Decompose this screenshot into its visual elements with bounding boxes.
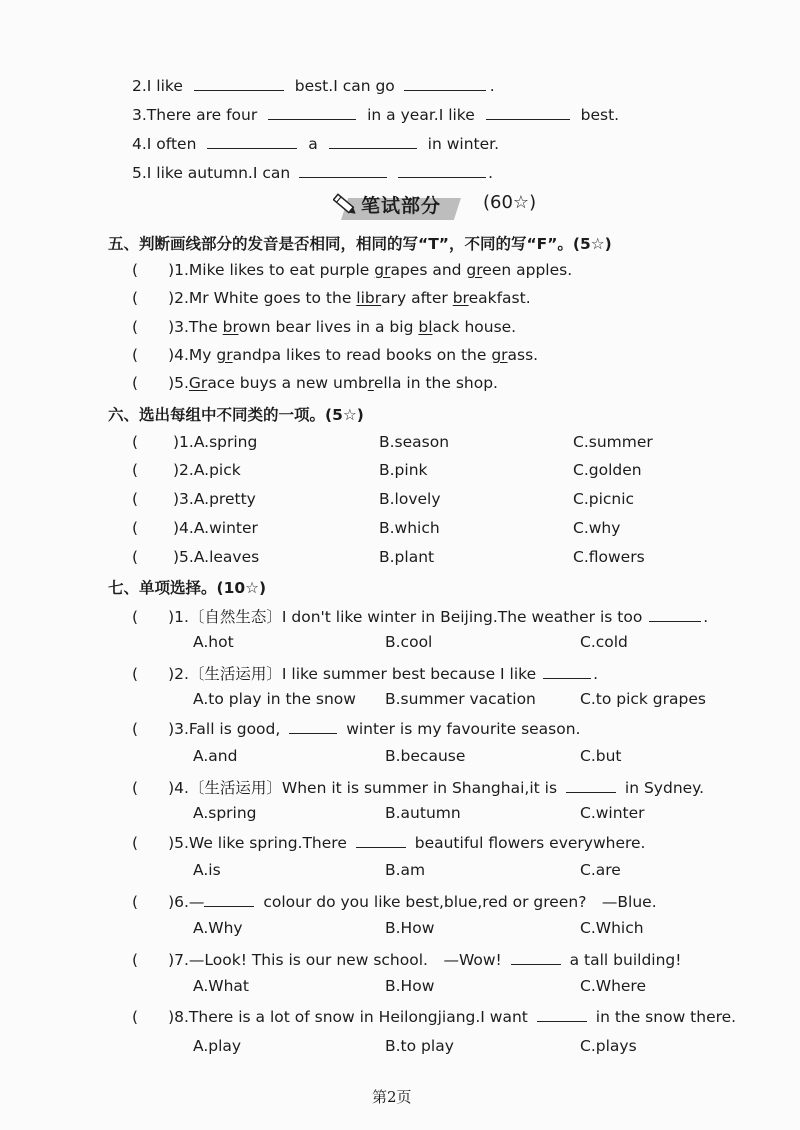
option-b: B.summer vacation bbox=[385, 690, 536, 708]
fill-question-2 bbox=[132, 76, 495, 95]
q4-blank-1[interactable] bbox=[207, 134, 297, 149]
option-c: C.plays bbox=[580, 1037, 637, 1055]
option-b: B.cool bbox=[385, 633, 433, 651]
stem-text: in the snow there. bbox=[595, 1008, 737, 1026]
item-text: een apples. bbox=[482, 261, 573, 279]
list-item bbox=[132, 374, 498, 392]
option-b: B.plant bbox=[379, 548, 435, 566]
option-c: C.summer bbox=[573, 433, 653, 451]
q4-blank-2[interactable] bbox=[329, 134, 417, 149]
option-a: A.to play in the snow bbox=[193, 690, 356, 708]
stem-text: )5.We like spring.There bbox=[168, 834, 347, 852]
question-stem bbox=[132, 890, 657, 912]
underlined-part: bl bbox=[418, 318, 433, 336]
item-text: 1.Mike likes to eat purple bbox=[174, 261, 375, 279]
q4-text-2: a bbox=[308, 135, 318, 153]
stem-blank[interactable] bbox=[289, 719, 337, 734]
fill-question-5 bbox=[132, 163, 493, 182]
underlined-part: gr bbox=[216, 346, 233, 364]
section-banner bbox=[333, 190, 473, 220]
section-7-title: 七、单项选择。(10☆) bbox=[108, 579, 267, 597]
item-text: own bear lives in a big bbox=[238, 318, 419, 336]
option-a: A.play bbox=[193, 1037, 242, 1055]
banner-score: (60☆) bbox=[483, 192, 537, 213]
pencil-icon bbox=[333, 190, 359, 220]
stem-text: beautiful flowers everywhere. bbox=[414, 834, 646, 852]
item-text: 5. bbox=[174, 374, 189, 392]
option-a: )1.A.spring bbox=[173, 433, 258, 451]
q2-blank-1[interactable] bbox=[194, 76, 284, 91]
option-c: C.Where bbox=[580, 977, 647, 995]
answer-paren-open[interactable]: ( bbox=[132, 318, 139, 336]
answer-paren-open[interactable]: ( bbox=[132, 261, 139, 279]
fill-question-3 bbox=[132, 105, 619, 124]
answer-paren-open[interactable]: ( bbox=[132, 346, 139, 364]
stem-text: )4.〔生活运用〕When it is summer in Shanghai,it is bbox=[168, 779, 558, 797]
item-text: 4.My bbox=[174, 346, 217, 364]
option-b: B.How bbox=[385, 919, 435, 937]
item-text: apes and bbox=[390, 261, 467, 279]
stem-text: winter is my favourite season. bbox=[346, 720, 581, 738]
option-c: C.golden bbox=[573, 461, 642, 479]
question-stem bbox=[132, 1007, 736, 1026]
fill-question-4 bbox=[132, 134, 499, 153]
q5-text-2: . bbox=[488, 164, 494, 182]
option-c: C.Which bbox=[580, 919, 644, 937]
item-text: 3.The bbox=[174, 318, 223, 336]
page-number: 第2页 bbox=[372, 1088, 412, 1106]
option-c: C.picnic bbox=[573, 490, 635, 508]
answer-paren-close: ) bbox=[168, 318, 175, 336]
underlined-part: gr bbox=[466, 261, 483, 279]
q3-text-2: in a year.I like bbox=[367, 106, 475, 124]
answer-paren-open[interactable]: ( bbox=[132, 374, 139, 392]
stem-text: )1.〔自然生态〕I don't like winter in Beijing.The weather is too bbox=[168, 608, 643, 626]
stem-blank[interactable] bbox=[356, 833, 406, 848]
option-a: A.What bbox=[193, 977, 249, 995]
section-5-title: 五、判断画线部分的发音是否相同，相同的写“T”，不同的写“F”。(5☆) bbox=[108, 235, 612, 253]
question-stem bbox=[132, 776, 704, 798]
option-b: B.lovely bbox=[379, 490, 441, 508]
underlined-part: gr bbox=[491, 346, 508, 364]
stem-text: a tall building! bbox=[569, 951, 682, 969]
option-c: C.why bbox=[573, 519, 621, 537]
answer-paren[interactable]: ( bbox=[132, 608, 139, 626]
option-b: B.How bbox=[385, 977, 435, 995]
stem-text: )6.— bbox=[168, 893, 205, 911]
option-b: B.which bbox=[379, 519, 440, 537]
q2-text-3: . bbox=[489, 77, 495, 95]
option-a: )5.A.leaves bbox=[173, 548, 260, 566]
stem-blank[interactable] bbox=[566, 778, 616, 793]
answer-paren[interactable]: ( bbox=[132, 834, 139, 852]
question-stem bbox=[132, 833, 646, 852]
q3-blank-2[interactable] bbox=[486, 105, 570, 120]
stem-blank[interactable] bbox=[204, 892, 254, 907]
option-c: C.flowers bbox=[573, 548, 645, 566]
underlined-part: r bbox=[367, 374, 374, 392]
answer-paren[interactable]: ( bbox=[132, 720, 139, 738]
banner-title: 笔试部分 bbox=[361, 195, 442, 217]
answer-paren-close: ) bbox=[168, 346, 175, 364]
list-item bbox=[132, 261, 572, 279]
answer-paren[interactable]: ( bbox=[132, 779, 139, 797]
answer-paren-close: ) bbox=[168, 374, 175, 392]
list-item bbox=[132, 318, 516, 336]
answer-paren[interactable]: ( bbox=[132, 519, 139, 537]
item-text: 2.Mr White goes to the bbox=[174, 289, 357, 307]
option-b: B.am bbox=[385, 861, 426, 879]
question-stem bbox=[132, 605, 708, 627]
q5-blank-1[interactable] bbox=[299, 163, 387, 178]
answer-paren-close: ) bbox=[168, 289, 175, 307]
option-b: B.to play bbox=[385, 1037, 454, 1055]
list-item bbox=[132, 346, 538, 364]
q4-text-1: 4.I often bbox=[132, 135, 197, 153]
answer-paren[interactable]: ( bbox=[132, 461, 139, 479]
option-c: C.but bbox=[580, 747, 622, 765]
underlined-part: libr bbox=[356, 289, 382, 307]
answer-paren[interactable]: ( bbox=[132, 433, 139, 451]
item-text: eakfast. bbox=[468, 289, 531, 307]
stem-blank[interactable] bbox=[537, 1007, 587, 1022]
q3-text-3: best. bbox=[580, 106, 620, 124]
stem-text: )3.Fall is good, bbox=[168, 720, 281, 738]
answer-paren[interactable]: ( bbox=[132, 665, 139, 683]
stem-text: )7.—Look! This is our new school. —Wow! bbox=[168, 951, 502, 969]
option-b: B.season bbox=[379, 433, 450, 451]
option-b: B.pink bbox=[379, 461, 428, 479]
q2-blank-2[interactable] bbox=[404, 76, 486, 91]
q5-blank-2[interactable] bbox=[398, 163, 486, 178]
stem-blank[interactable] bbox=[543, 664, 591, 679]
question-stem bbox=[132, 948, 681, 970]
option-a: A.spring bbox=[193, 804, 257, 822]
option-a: A.is bbox=[193, 861, 221, 879]
stem-blank[interactable] bbox=[511, 950, 561, 965]
item-text: andpa likes to read books on the bbox=[232, 346, 492, 364]
item-text: ace buys a new umb bbox=[207, 374, 368, 392]
q5-text-1: 5.I like autumn.I can bbox=[132, 164, 291, 182]
stem-text: . bbox=[703, 608, 709, 626]
answer-paren[interactable]: ( bbox=[132, 1008, 139, 1026]
stem-blank[interactable] bbox=[649, 607, 701, 622]
option-c: C.cold bbox=[580, 633, 628, 651]
option-a: A.and bbox=[193, 747, 238, 765]
item-text: ella in the shop. bbox=[373, 374, 498, 392]
underlined-part: gr bbox=[374, 261, 391, 279]
list-item bbox=[132, 289, 531, 307]
option-a: )3.A.pretty bbox=[173, 490, 256, 508]
item-text: ass. bbox=[507, 346, 539, 364]
option-b: B.autumn bbox=[385, 804, 461, 822]
answer-paren[interactable]: ( bbox=[132, 490, 139, 508]
option-c: C.are bbox=[580, 861, 621, 879]
section-6-title: 六、选出每组中不同类的一项。(5☆) bbox=[108, 406, 364, 424]
answer-paren[interactable]: ( bbox=[132, 548, 139, 566]
underlined-part: br bbox=[452, 289, 469, 307]
option-a: A.hot bbox=[193, 633, 234, 651]
underlined-part: br bbox=[222, 318, 239, 336]
stem-text: colour do you like best,blue,red or green? —Blue. bbox=[263, 893, 657, 911]
q3-text-1: 3.There are four bbox=[132, 106, 258, 124]
option-a: )4.A.winter bbox=[173, 519, 258, 537]
q4-text-3: in winter. bbox=[427, 135, 500, 153]
option-c: C.winter bbox=[580, 804, 645, 822]
stem-text: . bbox=[593, 665, 598, 683]
item-text: ack house. bbox=[432, 318, 517, 336]
q2-text-2: best.I can go bbox=[294, 77, 395, 95]
stem-text: )2.〔生活运用〕I like summer best because I like bbox=[168, 665, 537, 683]
question-stem bbox=[132, 662, 598, 684]
stem-text: )8.There is a lot of snow in Heilongjiang.I want bbox=[168, 1008, 528, 1026]
option-b: B.because bbox=[385, 747, 466, 765]
answer-paren-open[interactable]: ( bbox=[132, 289, 139, 307]
answer-paren[interactable]: ( bbox=[132, 893, 139, 911]
q2-text-1: 2.I like bbox=[132, 77, 183, 95]
answer-paren-close: ) bbox=[168, 261, 175, 279]
answer-paren[interactable]: ( bbox=[132, 951, 139, 969]
option-a: A.Why bbox=[193, 919, 243, 937]
item-text: ary after bbox=[381, 289, 453, 307]
underlined-part: Gr bbox=[188, 374, 208, 392]
option-a: )2.A.pick bbox=[173, 461, 241, 479]
stem-text: in Sydney. bbox=[624, 779, 705, 797]
question-stem bbox=[132, 719, 581, 738]
option-c: C.to pick grapes bbox=[580, 690, 706, 708]
q3-blank-1[interactable] bbox=[268, 105, 356, 120]
